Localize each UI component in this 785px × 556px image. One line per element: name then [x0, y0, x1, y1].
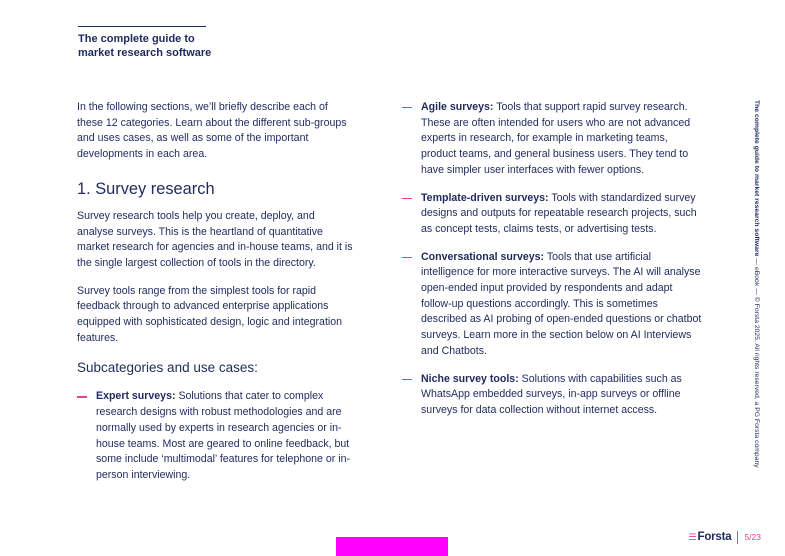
bullet-text: Solutions with capabilities such as WhatsApp embedded surveys, in-app surveys or offline surveys for data collection without internet access.	[421, 372, 682, 416]
footer	[688, 529, 761, 545]
vertical-sidebar-caption	[749, 100, 763, 520]
bullet-text: Tools that use artificial intelligence for more interactive surveys. The AI will analyse open-ended input provided by respondents and adapt follow-up questions accordingly. This is sometimes described as AI probing of open-ended questions or chatbot surveys. Learn more in the section below on AI Interviews and Chatbots.	[421, 250, 702, 357]
survey-research-paragraph: Survey research tools help you create, deploy, and analyse surveys. This is the heartland of quantitative market research for agencies and in-house teams, and it is the single largest collection of tools in the directory.	[77, 209, 353, 269]
sidebar-guide-title: The complete guide to market research software	[753, 100, 760, 257]
subcategories-heading: Subcategories and use cases:	[77, 360, 258, 376]
forsta-logo: Forsta	[697, 531, 732, 543]
intro-paragraph: In the following sections, we’ll briefly describe each of these 12 categories. Learn about the different sub-groups and uses cases, as well as some of the important developments in each area.	[77, 101, 347, 161]
bullet-term: Expert surveys:	[96, 390, 176, 403]
bullet-agile-surveys	[402, 100, 702, 179]
bullet-dash-icon	[402, 379, 412, 380]
bullet-term: Conversational surveys:	[421, 250, 545, 263]
survey-tools-paragraph: Survey tools range from the simplest tools for rapid feedback through to advanced enterprise applications equipped with sophisticated design, logic and integration features.	[77, 284, 343, 344]
document-title	[78, 32, 278, 60]
bullet-text: Tools that support rapid survey research. These are often intended for users who are not advanced experts in research, for example in marketing teams, product teams, and general business users. They tend to have simpler user interfaces with fewer options.	[421, 101, 691, 176]
sidebar-copyright: — eBook — © Forsta 2025. All rights reserved, a PG Forsta company	[753, 256, 760, 468]
bullet-expert-surveys	[77, 389, 353, 483]
document-title-line-2: market research software	[78, 47, 212, 59]
left-column	[77, 100, 353, 484]
bullet-term: Niche survey tools:	[421, 372, 519, 385]
forsta-logo-icon: ☰	[688, 531, 697, 542]
page-number: 5/23	[744, 532, 761, 542]
footer-divider	[737, 531, 738, 544]
bullet-dash-icon	[402, 107, 412, 108]
bullet-dash-icon	[402, 198, 412, 199]
bullet-niche-survey-tools	[402, 372, 702, 419]
bullet-dash-icon	[77, 396, 87, 397]
bullet-text: Solutions that cater to complex research designs with robust methodologies and are normally used by experts in research agencies or in-house teams. Most are geared to online feedback, but some include ‘multimodal’ features for telephone or in-person interviewing.	[96, 390, 350, 481]
bullet-term: Template-driven surveys:	[421, 191, 549, 204]
bullet-template-driven-surveys	[402, 191, 702, 238]
highlight-bar	[336, 537, 448, 556]
right-column	[402, 100, 702, 419]
bullet-term: Agile surveys:	[421, 101, 494, 113]
header-rule	[78, 26, 206, 27]
document-title-line-1: The complete guide to	[78, 33, 195, 45]
bullet-conversational-surveys	[402, 250, 702, 360]
bullet-dash-icon	[402, 257, 412, 258]
section-title: 1. Survey research	[77, 179, 215, 198]
bullet-text: Tools with standardized survey designs and outputs for repeatable research projects, such as concept tests, claims tests, or advertising tests.	[421, 191, 697, 235]
